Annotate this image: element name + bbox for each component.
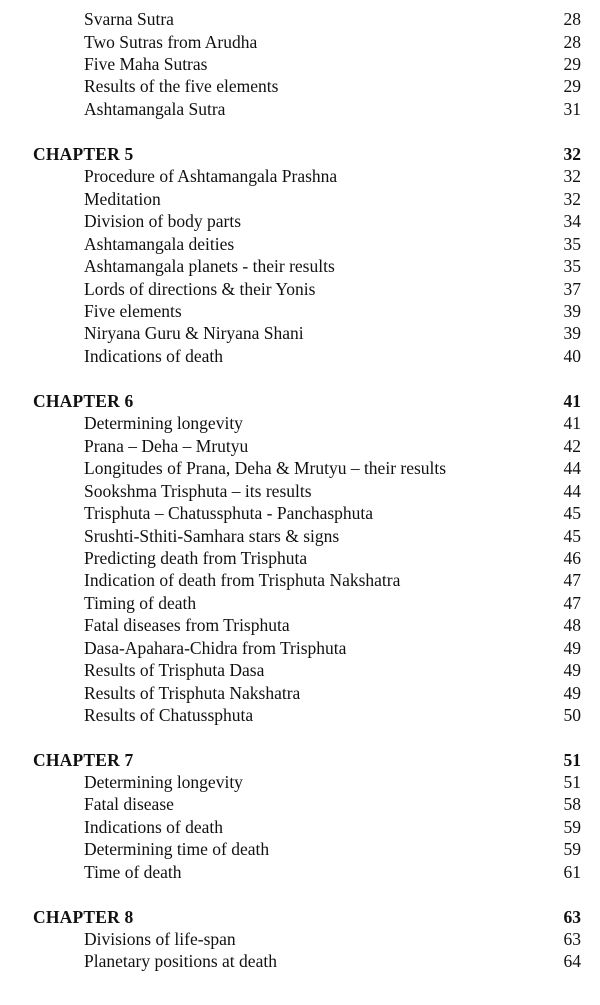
toc-entry [0, 592, 600, 614]
toc-entry-title: Ashtamangala deities [84, 234, 235, 254]
toc-entry-title: Ashtamangala Sutra [84, 99, 226, 119]
toc-entry-page: 32 [563, 166, 581, 186]
toc-entry [0, 75, 600, 97]
toc-entry-title: Planetary positions at death [84, 951, 277, 971]
toc-entry [0, 816, 600, 838]
toc-entry [0, 861, 600, 883]
toc-entry-title: Indications of death [84, 817, 223, 837]
toc-entry-title: Ashtamangala planets - their results [84, 256, 335, 276]
toc-entry-title: Divisions of life-span [84, 929, 236, 949]
toc-entry [0, 188, 600, 210]
toc-entry-title: Prana – Deha – Mrutyu [84, 436, 249, 456]
toc-entry [0, 771, 600, 793]
toc-entry [0, 165, 600, 187]
toc-entry-page: 47 [563, 593, 581, 613]
toc-entry-page: 49 [563, 638, 581, 658]
toc-entry-title: Division of body parts [84, 211, 242, 231]
toc-entry [0, 457, 600, 479]
toc-entry-page: 58 [563, 794, 581, 814]
toc-entry [0, 480, 600, 502]
toc-entry [0, 525, 600, 547]
toc-entry [0, 322, 600, 344]
toc-entry-page: 37 [563, 279, 581, 299]
toc-entry-title: Srushti-Sthiti-Samhara stars & signs [84, 526, 340, 546]
toc-entry-page: 51 [563, 772, 581, 792]
chapter-heading [0, 143, 600, 165]
toc-entry [0, 278, 600, 300]
toc-entry-title: Predicting death from Trisphuta [84, 548, 308, 568]
toc-entry-title: Two Sutras from Arudha [84, 32, 258, 52]
toc-entry [0, 31, 600, 53]
toc-entry-page: 28 [563, 9, 581, 29]
toc-entry-title: Procedure of Ashtamangala Prashna [84, 166, 338, 186]
toc-entry [0, 300, 600, 322]
toc-entry-page: 29 [563, 76, 581, 96]
chapter-heading [0, 390, 600, 412]
toc-entry [0, 704, 600, 726]
toc-entry-title: Meditation [84, 189, 161, 209]
toc-entry-title: Trisphuta – Chatussphuta - Panchasphuta [84, 503, 374, 523]
toc-entry-page: 64 [563, 951, 581, 971]
toc-entry [0, 614, 600, 636]
toc-entry-page: 48 [563, 615, 581, 635]
toc-entry-title: Timing of death [84, 593, 197, 613]
toc-entry-title: Five elements [84, 301, 182, 321]
toc-entry [0, 682, 600, 704]
toc-entry-page: 32 [563, 189, 581, 209]
toc-entry [0, 8, 600, 30]
chapter-heading [0, 749, 600, 771]
toc-entry-page: 31 [563, 99, 581, 119]
toc-entry [0, 53, 600, 75]
toc-entry-page: 50 [563, 705, 581, 725]
toc-entry-page: 63 [563, 929, 581, 949]
toc-entry [0, 793, 600, 815]
toc-entry-title: Determining longevity [84, 772, 243, 792]
toc-entry-title: Svarna Sutra [84, 9, 174, 29]
toc-entry-title: Five Maha Sutras [84, 54, 208, 74]
toc-entry-page: 44 [563, 481, 581, 501]
toc-entry-title: Results of the five elements [84, 76, 279, 96]
toc-entry-page: 28 [563, 32, 581, 52]
toc-entry [0, 928, 600, 950]
toc-entry-title: Determining longevity [84, 413, 243, 433]
toc-entry-page: 35 [563, 234, 581, 254]
toc-entry [0, 233, 600, 255]
toc-entry-title: Sookshma Trisphuta – its results [84, 481, 312, 501]
toc-entry-page: 41 [563, 413, 581, 433]
toc-entry-title: Determining time of death [84, 839, 270, 859]
toc-entry-title: Results of Trisphuta Dasa [84, 660, 265, 680]
toc-entry-page: 59 [563, 817, 581, 837]
toc-entry-title: Results of Chatussphuta [84, 705, 254, 725]
toc-entry-page: 49 [563, 683, 581, 703]
chapter-page: 51 [563, 750, 581, 770]
toc-entry-page: 40 [563, 346, 581, 366]
toc-entry-title: Niryana Guru & Niryana Shani [84, 323, 304, 343]
toc-entry-title: Dasa-Apahara-Chidra from Trisphuta [84, 638, 347, 658]
toc-entry-page: 47 [563, 570, 581, 590]
toc-entry [0, 838, 600, 860]
toc-entry [0, 569, 600, 591]
chapter-page: 63 [563, 907, 581, 927]
chapter-page: 32 [563, 144, 581, 164]
toc-entry [0, 637, 600, 659]
toc-entry [0, 412, 600, 434]
toc-entry [0, 950, 600, 972]
toc-entry [0, 255, 600, 277]
toc-entry-title: Longitudes of Prana, Deha & Mrutyu – their results [84, 458, 447, 478]
toc-entry [0, 502, 600, 524]
toc-entry-page: 46 [563, 548, 581, 568]
toc-entry-title: Fatal disease [84, 794, 174, 814]
chapter-title: CHAPTER 6 [33, 391, 134, 411]
toc-entry-title: Indication of death from Trisphuta Nakshatra [84, 570, 401, 590]
toc-entry-title: Fatal diseases from Trisphuta [84, 615, 290, 635]
toc-entry-title: Indications of death [84, 346, 223, 366]
toc-entry-page: 59 [563, 839, 581, 859]
toc-entry-title: Results of Trisphuta Nakshatra [84, 683, 301, 703]
toc-entry [0, 98, 600, 120]
toc-entry-page: 49 [563, 660, 581, 680]
toc-entry [0, 210, 600, 232]
toc-entry-page: 34 [563, 211, 581, 231]
chapter-title: CHAPTER 7 [33, 750, 134, 770]
toc-entry-page: 39 [563, 323, 581, 343]
toc-entry-page: 39 [563, 301, 581, 321]
toc-entry-title: Lords of directions & their Yonis [84, 279, 316, 299]
chapter-title: CHAPTER 8 [33, 907, 134, 927]
chapter-title: CHAPTER 5 [33, 144, 134, 164]
toc-entry-page: 42 [563, 436, 581, 456]
toc-entry-page: 61 [563, 862, 581, 882]
toc-entry-title: Time of death [84, 862, 182, 882]
toc-entry [0, 345, 600, 367]
toc-entry-page: 45 [563, 503, 581, 523]
toc-entry-page: 45 [563, 526, 581, 546]
toc-entry-page: 35 [563, 256, 581, 276]
toc-entry-page: 44 [563, 458, 581, 478]
toc-entry [0, 547, 600, 569]
chapter-page: 41 [563, 391, 581, 411]
toc-entry [0, 435, 600, 457]
toc-entry [0, 659, 600, 681]
chapter-heading [0, 906, 600, 928]
toc-entry-page: 29 [563, 54, 581, 74]
